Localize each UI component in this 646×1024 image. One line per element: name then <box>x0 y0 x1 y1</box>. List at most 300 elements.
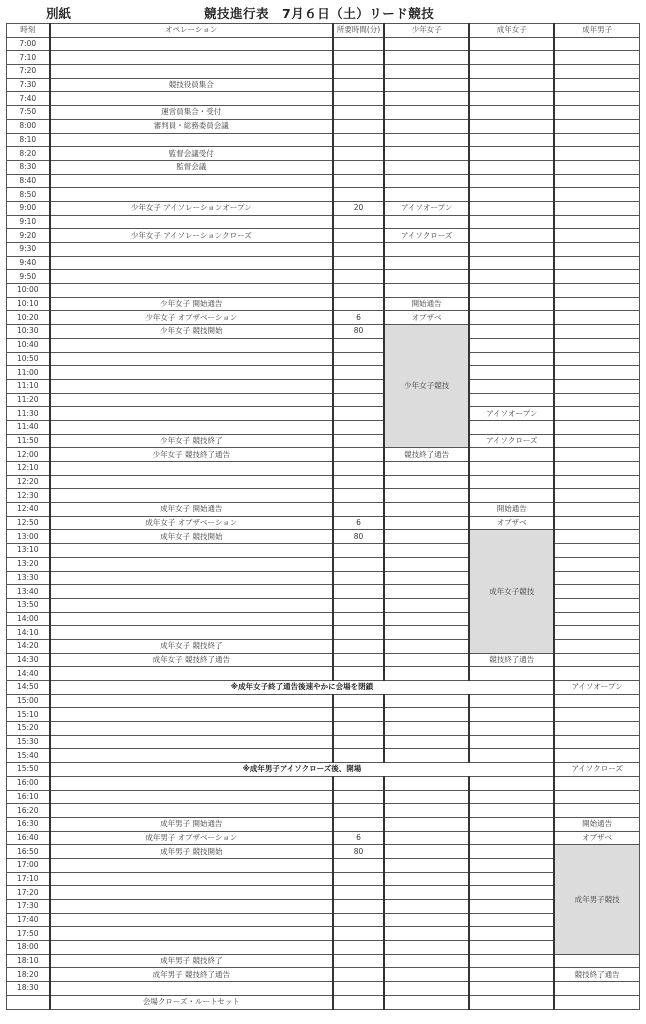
youth-women-cell: アイソオープン <box>384 201 469 215</box>
competition-block: 成年男子競技 <box>554 845 639 955</box>
operation-cell <box>50 407 333 421</box>
adult-women-cell <box>469 352 554 366</box>
adult-women-cell <box>469 941 554 955</box>
duration-cell <box>333 708 384 722</box>
youth-women-cell: 競技終了通告 <box>384 448 469 462</box>
youth-women-cell <box>384 817 469 831</box>
adult-women-cell <box>469 872 554 886</box>
table-row <box>7 900 640 914</box>
duration-cell <box>333 612 384 626</box>
operation-cell <box>50 900 333 914</box>
operation-cell <box>50 667 333 681</box>
duration-cell <box>333 968 384 982</box>
time-cell: 18:00 <box>7 941 50 955</box>
adult-women-cell <box>469 119 554 133</box>
operation-cell <box>50 37 333 51</box>
duration-cell <box>333 694 384 708</box>
time-cell: 8:10 <box>7 133 50 147</box>
adult-men-cell <box>554 585 639 599</box>
adult-women-cell <box>469 995 554 1009</box>
adult-women-cell <box>469 284 554 298</box>
operation-cell <box>50 571 333 585</box>
time-cell: 13:40 <box>7 585 50 599</box>
operation-cell: 成年男子 競技終了通告 <box>50 968 333 982</box>
table-row <box>7 106 640 120</box>
operation-cell <box>50 256 333 270</box>
operation-cell <box>50 722 333 736</box>
time-cell: 11:10 <box>7 379 50 393</box>
duration-cell <box>333 160 384 174</box>
youth-women-cell <box>384 503 469 517</box>
adult-women-cell <box>469 174 554 188</box>
table-row <box>7 188 640 202</box>
adult-men-cell <box>554 571 639 585</box>
table-row <box>7 804 640 818</box>
time-cell: 11:00 <box>7 366 50 380</box>
time-cell: 16:30 <box>7 817 50 831</box>
time-cell: 17:50 <box>7 927 50 941</box>
table-row <box>7 379 640 393</box>
adult-men-cell <box>554 297 639 311</box>
adult-women-cell <box>469 448 554 462</box>
table-row <box>7 434 640 448</box>
youth-women-cell <box>384 776 469 790</box>
adult-women-cell <box>469 338 554 352</box>
adult-women-cell <box>469 133 554 147</box>
time-cell: 7:10 <box>7 51 50 65</box>
table-row <box>7 37 640 51</box>
operation-cell: 運営員集合・受付 <box>50 106 333 120</box>
duration-cell <box>333 817 384 831</box>
duration-cell <box>333 147 384 161</box>
adult-men-cell <box>554 434 639 448</box>
table-row <box>7 941 640 955</box>
youth-women-cell <box>384 119 469 133</box>
adult-men-cell <box>554 653 639 667</box>
time-cell: 17:00 <box>7 858 50 872</box>
duration-cell <box>333 92 384 106</box>
youth-women-cell <box>384 927 469 941</box>
youth-women-cell <box>384 749 469 763</box>
youth-women-cell <box>384 489 469 503</box>
youth-women-cell <box>384 667 469 681</box>
time-cell: 15:30 <box>7 735 50 749</box>
time-cell: 10:30 <box>7 325 50 339</box>
duration-cell <box>333 366 384 380</box>
adult-men-cell: アイソクローズ <box>554 763 639 777</box>
adult-men-cell <box>554 804 639 818</box>
time-cell: 15:40 <box>7 749 50 763</box>
youth-women-cell <box>384 37 469 51</box>
adult-men-cell <box>554 776 639 790</box>
duration-cell: 20 <box>333 201 384 215</box>
adult-women-cell <box>469 243 554 257</box>
adult-men-cell <box>554 503 639 517</box>
table-row <box>7 503 640 517</box>
time-cell: 9:10 <box>7 215 50 229</box>
adult-men-cell <box>554 639 639 653</box>
table-row <box>7 995 640 1009</box>
time-cell: 11:20 <box>7 393 50 407</box>
table-row <box>7 858 640 872</box>
duration-cell <box>333 503 384 517</box>
adult-men-cell <box>554 626 639 640</box>
time-cell: 9:00 <box>7 201 50 215</box>
header-youth-women: 少年女子 <box>384 24 469 38</box>
time-cell: 17:20 <box>7 886 50 900</box>
adult-women-cell <box>469 858 554 872</box>
operation-cell <box>50 379 333 393</box>
adult-men-cell <box>554 379 639 393</box>
adult-women-cell <box>469 708 554 722</box>
table-row <box>7 708 640 722</box>
time-cell: 9:50 <box>7 270 50 284</box>
adult-women-cell <box>469 462 554 476</box>
duration-cell <box>333 119 384 133</box>
duration-cell <box>333 982 384 996</box>
duration-cell <box>333 790 384 804</box>
adult-women-cell <box>469 215 554 229</box>
operation-cell <box>50 65 333 79</box>
youth-women-cell <box>384 51 469 65</box>
operation-cell <box>50 462 333 476</box>
adult-men-cell <box>554 352 639 366</box>
operation-cell: 成年女子 競技開始 <box>50 530 333 544</box>
youth-women-cell <box>384 954 469 968</box>
table-row <box>7 845 640 859</box>
operation-cell: 成年女子 オブザベーション <box>50 516 333 530</box>
duration-cell <box>333 434 384 448</box>
note-cell: ※成年女子終了通告後速やかに会場を閉鎖 <box>50 681 555 695</box>
adult-women-cell <box>469 229 554 243</box>
time-cell: 18:30 <box>7 982 50 996</box>
adult-men-cell <box>554 325 639 339</box>
time-cell: 11:40 <box>7 420 50 434</box>
duration-cell <box>333 941 384 955</box>
operation-cell <box>50 215 333 229</box>
duration-cell <box>333 379 384 393</box>
table-row <box>7 694 640 708</box>
adult-women-cell <box>469 927 554 941</box>
adult-men-cell <box>554 51 639 65</box>
time-cell: 10:40 <box>7 338 50 352</box>
competition-block: 成年女子競技 <box>469 530 554 653</box>
youth-women-cell <box>384 516 469 530</box>
time-cell: 10:20 <box>7 311 50 325</box>
operation-cell: 競技役員集合 <box>50 78 333 92</box>
adult-men-cell <box>554 516 639 530</box>
table-row <box>7 927 640 941</box>
operation-cell <box>50 557 333 571</box>
adult-men-cell <box>554 160 639 174</box>
duration-cell <box>333 448 384 462</box>
table-row <box>7 681 640 695</box>
adult-women-cell <box>469 393 554 407</box>
adult-men-cell <box>554 174 639 188</box>
table-row <box>7 92 640 106</box>
operation-cell <box>50 393 333 407</box>
adult-women-cell <box>469 188 554 202</box>
operation-cell: 会場クローズ・ルートセット <box>50 995 333 1009</box>
table-row <box>7 448 640 462</box>
time-cell: 18:20 <box>7 968 50 982</box>
youth-women-cell <box>384 708 469 722</box>
adult-women-cell <box>469 366 554 380</box>
duration-cell <box>333 626 384 640</box>
adult-women-cell <box>469 201 554 215</box>
adult-men-cell <box>554 270 639 284</box>
adult-men-cell <box>554 475 639 489</box>
schedule-table <box>6 23 640 1010</box>
time-cell: 11:50 <box>7 434 50 448</box>
operation-cell: 少年女子 アイソレーションクローズ <box>50 229 333 243</box>
operation-cell <box>50 804 333 818</box>
youth-women-cell: 開始通告 <box>384 297 469 311</box>
table-row <box>7 982 640 996</box>
adult-men-cell <box>554 407 639 421</box>
operation-cell <box>50 941 333 955</box>
operation-cell <box>50 174 333 188</box>
youth-women-cell <box>384 612 469 626</box>
adult-men-cell <box>554 982 639 996</box>
table-row <box>7 722 640 736</box>
time-cell: 14:50 <box>7 681 50 695</box>
time-cell: 13:30 <box>7 571 50 585</box>
adult-women-cell: アイソクローズ <box>469 434 554 448</box>
adult-women-cell <box>469 790 554 804</box>
youth-women-cell <box>384 804 469 818</box>
operation-cell <box>50 708 333 722</box>
page-title: 競技進行表 7月６日（土）リード競技 <box>204 6 435 21</box>
time-cell: 16:00 <box>7 776 50 790</box>
operation-cell: 少年女子 競技終了通告 <box>50 448 333 462</box>
time-cell: 18:10 <box>7 954 50 968</box>
time-cell: 13:00 <box>7 530 50 544</box>
table-row <box>7 338 640 352</box>
adult-women-cell <box>469 804 554 818</box>
adult-men-cell <box>554 133 639 147</box>
time-cell: 14:00 <box>7 612 50 626</box>
duration-cell <box>333 872 384 886</box>
time-cell: 10:00 <box>7 284 50 298</box>
adult-men-cell <box>554 790 639 804</box>
youth-women-cell <box>384 694 469 708</box>
table-row <box>7 78 640 92</box>
time-cell: 13:50 <box>7 598 50 612</box>
adult-women-cell <box>469 735 554 749</box>
youth-women-cell <box>384 598 469 612</box>
time-cell: 14:40 <box>7 667 50 681</box>
operation-cell <box>50 694 333 708</box>
table-row <box>7 968 640 982</box>
duration-cell <box>333 420 384 434</box>
time-cell: 12:40 <box>7 503 50 517</box>
adult-women-cell <box>469 37 554 51</box>
adult-women-cell <box>469 900 554 914</box>
adult-women-cell <box>469 475 554 489</box>
adult-women-cell <box>469 270 554 284</box>
table-row <box>7 215 640 229</box>
operation-cell <box>50 749 333 763</box>
note-cell: ※成年男子アイソクローズ後、開場 <box>50 763 555 777</box>
table-row <box>7 352 640 366</box>
youth-women-cell <box>384 722 469 736</box>
duration-cell <box>333 297 384 311</box>
adult-women-cell <box>469 147 554 161</box>
table-row <box>7 831 640 845</box>
adult-women-cell <box>469 817 554 831</box>
table-row <box>7 311 640 325</box>
operation-cell <box>50 982 333 996</box>
youth-women-cell <box>384 900 469 914</box>
adult-men-cell <box>554 311 639 325</box>
youth-women-cell <box>384 831 469 845</box>
duration-cell <box>333 722 384 736</box>
table-row <box>7 667 640 681</box>
youth-women-cell <box>384 174 469 188</box>
youth-women-cell <box>384 188 469 202</box>
adult-men-cell <box>554 954 639 968</box>
table-row <box>7 735 640 749</box>
table-row <box>7 65 640 79</box>
adult-men-cell <box>554 92 639 106</box>
duration-cell <box>333 106 384 120</box>
youth-women-cell <box>384 530 469 544</box>
adult-women-cell <box>469 694 554 708</box>
time-cell: 15:20 <box>7 722 50 736</box>
adult-men-cell <box>554 284 639 298</box>
duration-cell <box>333 776 384 790</box>
duration-cell <box>333 174 384 188</box>
time-cell: 17:30 <box>7 900 50 914</box>
time-cell: 12:10 <box>7 462 50 476</box>
adult-men-cell <box>554 735 639 749</box>
adult-women-cell <box>469 160 554 174</box>
time-cell: 17:10 <box>7 872 50 886</box>
time-cell: 16:50 <box>7 845 50 859</box>
adult-men-cell <box>554 667 639 681</box>
operation-cell <box>50 585 333 599</box>
adult-women-cell: 競技終了通告 <box>469 653 554 667</box>
adult-men-cell <box>554 995 639 1009</box>
adult-women-cell <box>469 968 554 982</box>
time-cell: 9:40 <box>7 256 50 270</box>
adult-men-cell <box>554 393 639 407</box>
operation-cell <box>50 420 333 434</box>
operation-cell <box>50 886 333 900</box>
operation-cell: 成年男子 競技開始 <box>50 845 333 859</box>
table-row <box>7 489 640 503</box>
table-header-row <box>7 24 640 38</box>
duration-cell: 6 <box>333 831 384 845</box>
operation-cell <box>50 598 333 612</box>
duration-cell <box>333 585 384 599</box>
table-row <box>7 51 640 65</box>
operation-cell: 監督会議受付 <box>50 147 333 161</box>
time-cell: 12:50 <box>7 516 50 530</box>
time-cell: 15:50 <box>7 763 50 777</box>
time-cell: 7:50 <box>7 106 50 120</box>
adult-women-cell: アイソオープン <box>469 407 554 421</box>
header-adult-women: 成年女子 <box>469 24 554 38</box>
table-row <box>7 872 640 886</box>
competition-block: 少年女子競技 <box>384 325 469 448</box>
table-row <box>7 407 640 421</box>
duration-cell: 6 <box>333 311 384 325</box>
table-row <box>7 954 640 968</box>
youth-women-cell <box>384 941 469 955</box>
operation-cell <box>50 475 333 489</box>
youth-women-cell <box>384 160 469 174</box>
adult-men-cell <box>554 338 639 352</box>
header-adult-men: 成年男子 <box>554 24 639 38</box>
youth-women-cell <box>384 270 469 284</box>
youth-women-cell <box>384 462 469 476</box>
duration-cell <box>333 51 384 65</box>
adult-men-cell <box>554 544 639 558</box>
adult-women-cell <box>469 489 554 503</box>
table-row <box>7 174 640 188</box>
adult-women-cell <box>469 831 554 845</box>
operation-cell <box>50 188 333 202</box>
duration-cell <box>333 407 384 421</box>
adult-women-cell <box>469 776 554 790</box>
duration-cell <box>333 188 384 202</box>
adult-men-cell <box>554 65 639 79</box>
adult-men-cell <box>554 188 639 202</box>
adult-women-cell <box>469 667 554 681</box>
table-row <box>7 763 640 777</box>
adult-men-cell <box>554 557 639 571</box>
table-row <box>7 475 640 489</box>
youth-women-cell <box>384 571 469 585</box>
time-cell: 7:40 <box>7 92 50 106</box>
youth-women-cell <box>384 639 469 653</box>
duration-cell <box>333 284 384 298</box>
time-cell: 14:30 <box>7 653 50 667</box>
operation-cell <box>50 270 333 284</box>
table-row <box>7 653 640 667</box>
duration-cell <box>333 270 384 284</box>
operation-cell: 少年女子 競技開始 <box>50 325 333 339</box>
table-row <box>7 886 640 900</box>
youth-women-cell <box>384 92 469 106</box>
youth-women-cell <box>384 626 469 640</box>
time-cell: 12:30 <box>7 489 50 503</box>
duration-cell: 80 <box>333 530 384 544</box>
adult-women-cell <box>469 311 554 325</box>
youth-women-cell <box>384 106 469 120</box>
duration-cell <box>333 78 384 92</box>
duration-cell <box>333 927 384 941</box>
document-label: 別紙 <box>46 6 72 21</box>
adult-women-cell <box>469 92 554 106</box>
adult-men-cell: オブザベ <box>554 831 639 845</box>
operation-cell <box>50 790 333 804</box>
time-cell: 10:50 <box>7 352 50 366</box>
duration-cell: 80 <box>333 845 384 859</box>
adult-men-cell <box>554 366 639 380</box>
duration-cell <box>333 653 384 667</box>
time-cell: 9:30 <box>7 243 50 257</box>
adult-men-cell <box>554 106 639 120</box>
adult-men-cell <box>554 722 639 736</box>
table-row <box>7 776 640 790</box>
adult-women-cell <box>469 420 554 434</box>
youth-women-cell <box>384 982 469 996</box>
adult-men-cell <box>554 448 639 462</box>
adult-men-cell <box>554 462 639 476</box>
